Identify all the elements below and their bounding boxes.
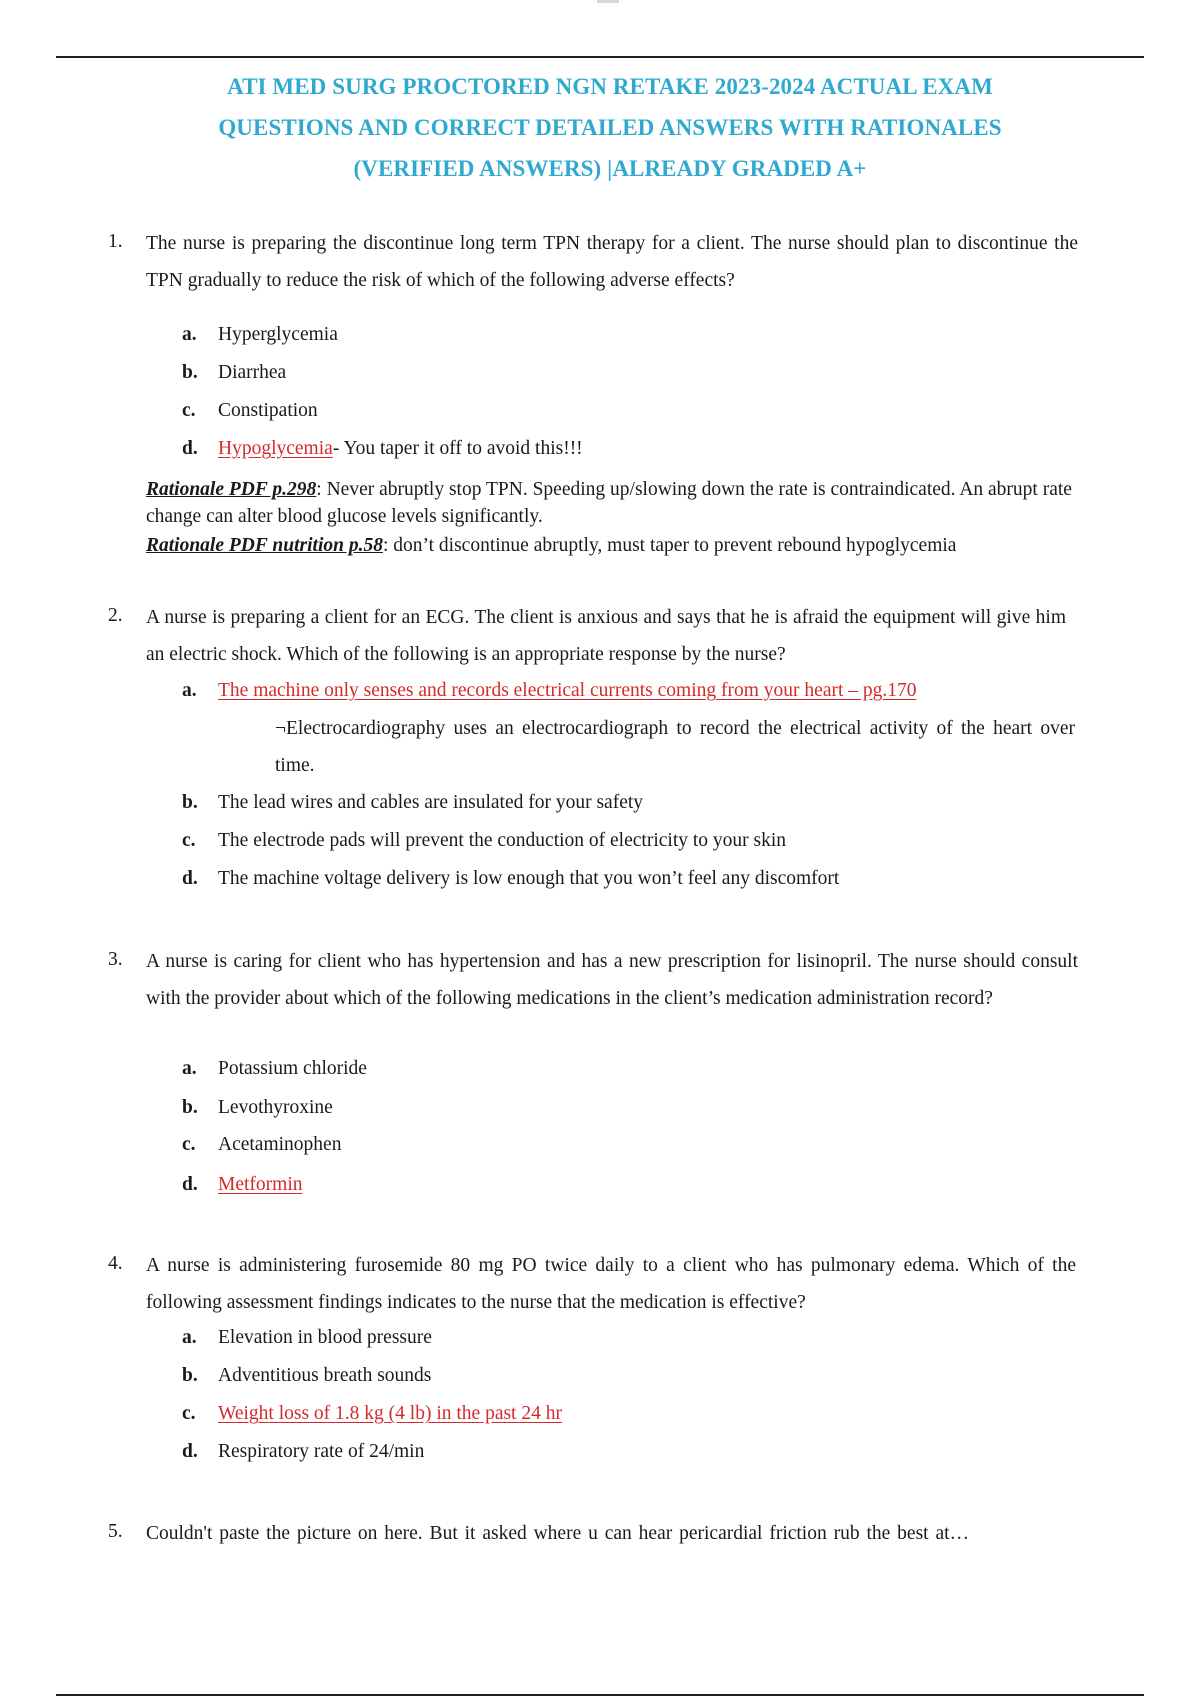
answer-option	[182, 1365, 431, 1387]
answer-note: ¬Electrocardiography uses an electrocardiograph to record the electrical activity of the heart over time.	[275, 718, 1075, 776]
answer-option	[182, 1058, 367, 1080]
page-top-marker	[597, 0, 619, 3]
option-letter: a.	[182, 324, 197, 345]
answer-option-correct	[182, 680, 917, 702]
option-letter: a.	[182, 680, 197, 701]
option-letter: b.	[182, 362, 198, 383]
option-text: Acetaminophen	[218, 1134, 342, 1155]
answer-option	[182, 1327, 432, 1349]
option-text: Respiratory rate of 24/min	[218, 1441, 425, 1462]
option-text: The electrode pads will prevent the conduction of electricity to your skin	[218, 830, 787, 851]
question-text: Couldn't paste the picture on here. But it asked where u can hear pericardial friction rub the best at…	[146, 1523, 970, 1544]
title-line: ATI MED SURG PROCTORED NGN RETAKE 2023-2024 ACTUAL EXAM	[227, 74, 993, 99]
answer-option-correct	[182, 1403, 562, 1425]
question-number: 5.	[108, 1521, 123, 1542]
footer-rule	[56, 1694, 1144, 1696]
header-rule	[56, 56, 1144, 58]
question-number: 1.	[108, 231, 123, 252]
option-letter: c.	[182, 830, 196, 851]
question-text: A nurse is caring for client who has hypertension and has a new prescription for lisinopril. The nurse should consult with the provider about which of the following medications in the client’s medication administration record?	[146, 951, 1078, 1009]
option-letter: c.	[182, 1134, 196, 1155]
rationale-text: : Never abruptly stop TPN. Speeding up/slowing down the rate is contraindicated. An abrupt rate change can alter blood glucose levels significantly.	[146, 479, 1072, 527]
option-letter: d.	[182, 1441, 198, 1462]
correct-answer-text: The machine only senses and records electrical currents coming from your heart – pg.170	[218, 680, 917, 701]
answer-option	[182, 362, 286, 384]
answer-option	[182, 792, 643, 814]
option-text: The lead wires and cables are insulated for your safety	[218, 792, 644, 813]
correct-answer-text: Hypoglycemia	[218, 438, 333, 459]
question-number: 2.	[108, 605, 123, 626]
option-text: Elevation in blood pressure	[218, 1327, 432, 1348]
answer-option	[182, 1134, 341, 1156]
option-letter: d.	[182, 868, 198, 889]
option-letter: b.	[182, 1365, 198, 1386]
option-text: Hyperglycemia	[218, 324, 338, 345]
option-text: Potassium chloride	[218, 1058, 367, 1079]
option-text: The machine voltage delivery is low enough that you won’t feel any discomfort	[218, 868, 840, 889]
question-text: A nurse is administering furosemide 80 mg PO twice daily to a client who has pulmonary edema. Which of the following assessment findings indicates to the nurse that the medication is effective?	[146, 1255, 1076, 1313]
option-letter: d.	[182, 1174, 198, 1195]
option-letter: b.	[182, 1097, 198, 1118]
answer-option	[182, 400, 318, 422]
option-letter: b.	[182, 792, 198, 813]
answer-option	[182, 830, 786, 852]
correct-answer-text: Weight loss of 1.8 kg (4 lb) in the past 24 hr	[218, 1403, 562, 1424]
rationale	[146, 476, 1086, 530]
option-letter: c.	[182, 400, 196, 421]
option-text: Levothyroxine	[218, 1097, 333, 1118]
option-letter: a.	[182, 1327, 197, 1348]
option-letter: d.	[182, 438, 198, 459]
answer-option	[182, 868, 839, 890]
question-text: The nurse is preparing the discontinue long term TPN therapy for a client. The nurse should plan to discontinue the TPN gradually to reduce the risk of which of the following adverse effects?	[146, 233, 1078, 291]
question-number: 4.	[108, 1253, 123, 1274]
rationale-label: Rationale PDF nutrition p.58	[146, 535, 383, 556]
rationale	[146, 532, 1086, 559]
correct-answer-text: Metformin	[218, 1174, 303, 1195]
option-letter: a.	[182, 1058, 197, 1079]
answer-option-correct	[182, 1174, 302, 1196]
option-letter: c.	[182, 1403, 196, 1424]
rationale-text: : don’t discontinue abruptly, must taper to prevent rebound hypoglycemia	[382, 535, 957, 556]
answer-option-correct	[182, 438, 583, 460]
option-text: Constipation	[218, 400, 318, 421]
answer-option	[182, 1441, 424, 1463]
option-text: Diarrhea	[218, 362, 287, 383]
document-title	[80, 66, 1140, 189]
option-text: Adventitious breath sounds	[218, 1365, 432, 1386]
rationale-label: Rationale PDF p.298	[146, 479, 317, 500]
question-number: 3.	[108, 949, 123, 970]
title-line: QUESTIONS AND CORRECT DETAILED ANSWERS WITH RATIONALES	[218, 115, 1002, 140]
answer-option	[182, 324, 338, 346]
answer-note: - You taper it off to avoid this!!!	[332, 438, 583, 459]
answer-option	[182, 1097, 333, 1119]
title-line: (VERIFIED ANSWERS) |ALREADY GRADED A+	[353, 156, 867, 181]
question-text: A nurse is preparing a client for an ECG. The client is anxious and says that he is afraid the equipment will give him an electric shock. Which of the following is an appropriate response by the nurse?	[146, 607, 1066, 665]
